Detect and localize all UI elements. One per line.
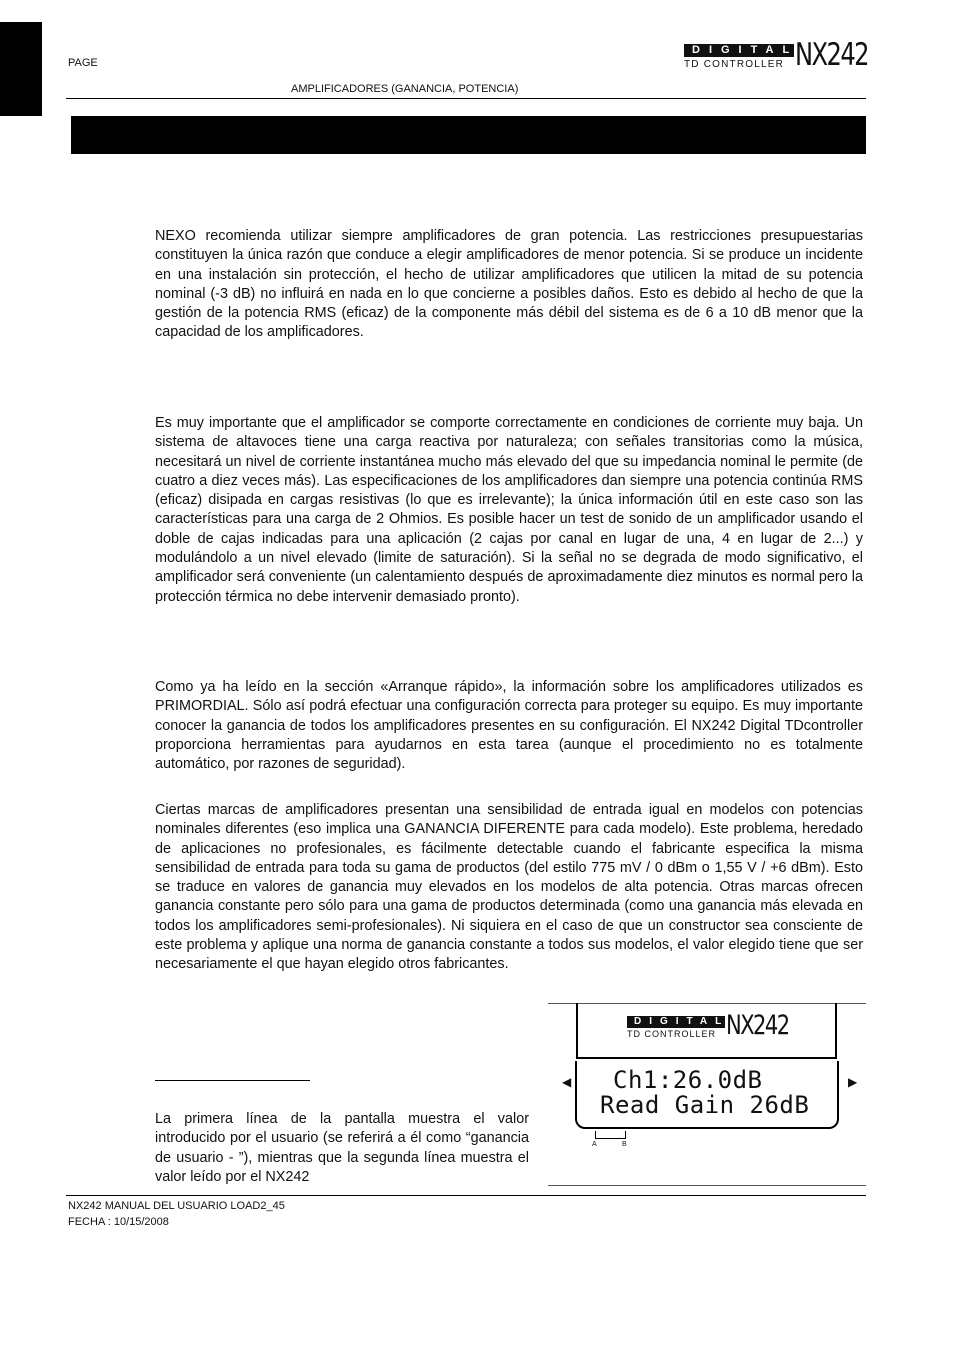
figure-bottom-rule	[548, 1185, 866, 1186]
arrow-left-icon: ◀	[562, 1075, 572, 1089]
lcd-line-1: Ch1:26.0dB	[613, 1066, 763, 1094]
section-title-bar	[71, 116, 866, 154]
footer-manual: NX242 MANUAL DEL USUARIO LOAD2_45	[68, 1200, 285, 1212]
logo-digital: DIGITAL	[684, 44, 794, 57]
logo-td-controller: TD CONTROLLER	[684, 59, 785, 70]
lcd-logo	[627, 1010, 797, 1042]
paragraph-display: La primera línea de la pantalla muestra el valor introducido por el usuario (se referirá a él como “ganancia de usuario - ”), mientras que la segunda línea muestra el valor leído por el NX242	[155, 1111, 529, 1185]
section-tab	[0, 22, 42, 116]
lcd-logo-digital: DIGITAL	[627, 1016, 725, 1028]
paragraph-gain-brands: Ciertas marcas de amplificadores presentan una sensibilidad de entrada igual en modelos con potencias nominales diferentes (eso implica una GANANCIA DIFERENTE para cada modelo). Este problema, heredado de aplicaciones no profesionales, es fácilmente detectable cuando el fabricante especifica la misma sensibilidad de entrada para toda su gama de productos (del estilo 775 mV / 0 dBm o 1,55 V / +6 dBm). Esto se traduce en valores de ganancia muy elevados en los modelos de alta potencia. Otras marcas ofrecen ganancia constante pero sólo para una gama de productos determinada (como una ganancia más elevada en todos los amplificadores semi-profesionales). Ni siquiera en el caso de que un constructor sea consciente de este problema y aplique una norma de ganancia constante a todos sus modelos, el valor elegido tiene que ser necesariamente el que hayan elegido otros fabricantes.	[155, 802, 863, 973]
paragraph-current: Es muy importante que el amplificador se comporte correctamente en condiciones de corriente muy baja. Un sistema de altavoces tiene una carga reactiva por naturaleza; con señales transitorias como la música, necesitará un nivel de corriente instantánea mucho más elevado del que su impedancia nominal le permite (de cuatro a diez veces más). Las especificaciones de los amplificadores dan siempre una potencia continúa RMS (eficaz) disipada en cargas resistivas (lo que es irrelevante); la única información útil en este caso son las características para una carga de 2 Ohmios. Es posible hacer un test de sonido de un amplificador usando el doble de cajas indicadas para una aplicación (2 cajas por canal en lugar de una, 4 en lugar de 2...) y modulándolo a un nivel elevado (limite de saturación). Si la señal no se degrada de modo significativo, el amplificador será conveniente (un calentamiento después de aproximadamente diez minutos es normal pero la protección térmica no debe intervenir demasiado pronto).	[155, 415, 863, 605]
ab-bracket	[595, 1131, 626, 1139]
logo-model: NX242	[795, 37, 869, 73]
paragraph-power: NEXO recomienda utilizar siempre amplificadores de gran potencia. Las restricciones presupuestarias constituyen la única razón que conduce a elegir amplificadores de menor potencia. Si se produce un incidente en una instalación sin protección, el hecho de utilizar amplificadores que utilicen la mitad de su potencia nominal (-3 dB) no influirá en nada en lo que concierne a posibles daños. Esto es debido al hecho de que la gestión de la potencia RMS (eficaz) de la componente más débil del sistema es de 6 a 10 dB menor que la capacidad de los amplificadores.	[155, 228, 863, 341]
lcd-logo-model: NX242	[726, 1010, 789, 1041]
footer-date: FECHA : 10/15/2008	[68, 1216, 169, 1228]
subsection-rule	[155, 1080, 310, 1081]
lcd-logo-td-controller: TD CONTROLLER	[627, 1029, 717, 1039]
page-label: PAGE	[68, 57, 98, 69]
header-rule	[66, 98, 866, 99]
nx242-logo	[684, 37, 869, 73]
label-a: A	[592, 1141, 597, 1148]
footer-rule	[66, 1195, 866, 1196]
arrow-right-icon: ▶	[848, 1075, 858, 1089]
label-b: B	[622, 1141, 627, 1148]
header-title: AMPLIFICADORES (GANANCIA, POTENCIA)	[291, 83, 519, 95]
paragraph-gain-intro: Como ya ha leído en la sección «Arranque rápido», la información sobre los amplificadores utilizados es PRIMORDIAL. Sólo así podrá efectuar una configuración correcta para proteger su equipo. Es muy importante conocer la ganancia de todos los amplificadores presentes en su configuración. El NX242 Digital TDcontroller proporciona herramientas para ayudarnos en esta tarea (aunque el procedimiento no es totalmente automático, por razones de seguridad).	[155, 679, 863, 773]
lcd-line-2: Read Gain 26dB	[600, 1091, 810, 1119]
